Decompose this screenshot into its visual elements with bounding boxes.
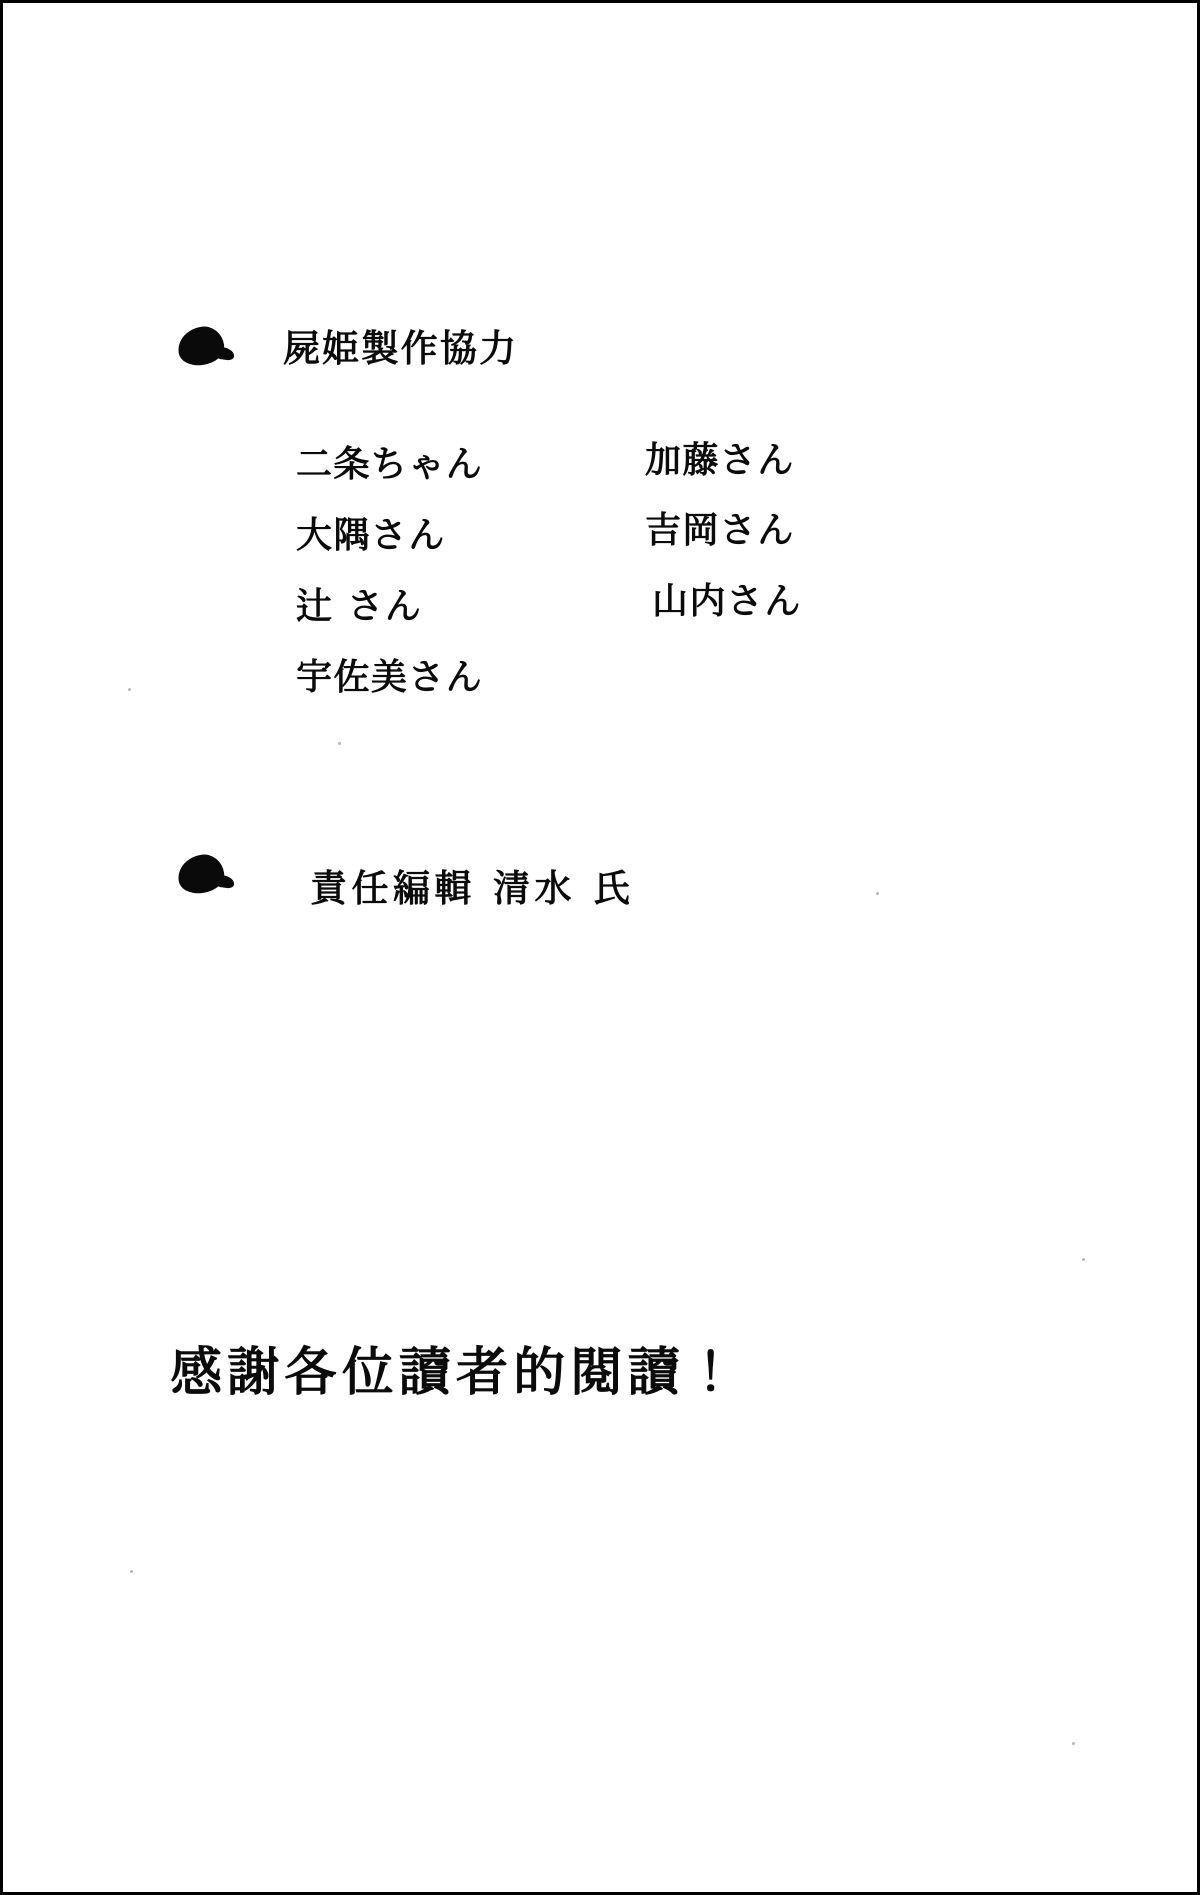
- section-title-editor: 責任編輯 清水 氏: [310, 867, 635, 910]
- credit-name: 宇佐美さん: [296, 657, 484, 698]
- scan-speck: [128, 688, 131, 691]
- scan-speck: [1082, 1258, 1085, 1261]
- ink-blob-bullet-icon: [176, 324, 227, 368]
- section-title-production-help: 屍姫製作協力: [283, 327, 519, 370]
- scan-speck: [876, 892, 879, 895]
- scan-speck: [338, 742, 341, 745]
- credit-name: 二条ちゃん: [296, 444, 484, 485]
- credit-name: 辻 さん: [296, 586, 423, 627]
- closing-message: 感謝各位讀者的閱讀！: [170, 1343, 743, 1403]
- credit-name: 加藤さん: [645, 440, 795, 481]
- ink-blob-bullet-icon: [176, 852, 227, 896]
- scan-speck: [130, 1570, 133, 1573]
- scan-speck: [1072, 1742, 1075, 1745]
- credit-name: 吉岡さん: [645, 510, 795, 551]
- credit-name: 山内さん: [652, 581, 802, 622]
- credit-name: 大隅さん: [296, 515, 446, 556]
